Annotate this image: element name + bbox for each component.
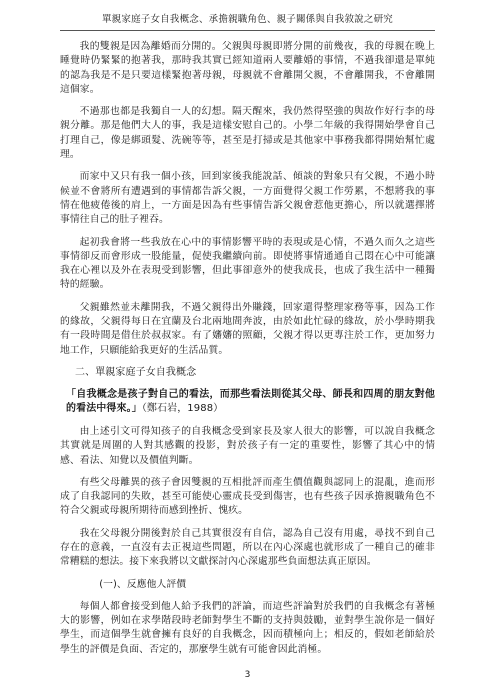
page-content (60, 40, 435, 665)
running-header: 單親家庭子女自我概念、承擔親職角色、親子關係與自我敘說之研究 (60, 14, 435, 31)
sub-heading: (一)、反應他人評價 (99, 578, 187, 590)
block-quote (60, 388, 435, 417)
body-paragraph: 不過那也都是我獨自一人的幻想。隔天醒來，我仍然得堅強的與故作好行李的母親分離。那是他們大人的事，我是這樣安慰自己的。小學二年級的我得開始學會自己打理自己，像是綁頭髮、洗碗等等，甚至是打掃或是其他家中事務我都得開始幫忙處理。 (60, 106, 435, 161)
body-paragraph: 父親雖然並未離開我，不過父親得出外賺錢，回家還得整理家務等事，因為工作的緣故，父親得每日在宜蘭及台北兩地間奔波，由於如此忙碌的緣故，於小學時期我有一段時間是借住於叔叔家。有了嬸嬸的照顧，父親才得以更專注於工作，更加努力地工作，只願能給我更好的生活品質。 (60, 301, 435, 356)
body-paragraph: 每個人都會接受到他人給予我們的評論，而這些評論對於我們的自我概念有著極大的影響，例如在求學階段時老師對學生不斷的支持與鼓勵，並對學生說你是一個好學生，而這個學生就會擁有良好的自我概念，因而積極向上；相反的，假如老師給於學生的評價是負面、否定的，那麼學生就有可能會因此消極。 (60, 600, 435, 655)
body-paragraph: 我在父母親分開後對於自己其實很沒有自信，認為自己沒有用處，尋找不到自己存在的意義，一直沒有去正視這些問題，所以在內心深處也就形成了一種自己的確非常糟糕的想法。接下來我將以文獻探討內心深處那些負面想法真正原因。 (60, 527, 435, 568)
quote-text: 「自我概念是孩子對自己的看法，而那些看法則從其父母、師長和四周的朋友對他的看法中得來。」 (66, 388, 435, 415)
body-paragraph: 由上述引文可得知孩子的自我概念受到家長及家人很大的影響，可以說自我概念其實就是周圍的人對其感觀的投影，對於孩子有一定的重要性，影響了其心中的情感、看法、知覺以及價值判斷。 (60, 425, 435, 466)
body-paragraph: 而家中又只有我一個小孩，回到家後我能說話、傾談的對象只有父親，不過小時候並不會將所有遭遇到的事情都告訴父親，一方面覺得父親工作勞累，不想將我的事情在他疲倦後的肩上，一方面是因為有些事情告訴父親會惹他更擔心，所以就選擇將事情往自己的肚子裡吞。 (60, 171, 435, 226)
quote-citation: （鄭石岩，1988） (141, 403, 224, 415)
body-paragraph: 起初我會將一些我放在心中的事情影響平時的表現或是心情，不過久而久之這些事情卻反而會形成一股能量，促使我繼續向前。即使將事情通通自己悶在心中可能讓我在心裡以及外在表現受到影響，但此事卻意外的使我成長，也成了我生活中一種獨特的經驗。 (60, 236, 435, 291)
body-paragraph: 有些父母離異的孩子會因雙親的互相批評而產生價值觀與認同上的混亂，進而形成了自我認同的失敗，甚至可能使心靈成長受到傷害，也有些孩子因承擔親職角色不符合父親或母親所期待而感到挫折、愧疚。 (60, 476, 435, 517)
section-heading: 二、單親家庭子女自我概念 (75, 366, 197, 378)
body-paragraph: 我的雙親是因為離婚而分開的。父親與母親即將分開的前幾夜，我的母親在晚上睡覺時仍緊緊的抱著我，那時我其實已經知道兩人要離婚的事情，不過我卻還是單純的認為我是不是只要這樣緊抱著母親，母親就不會離開父親，不會離開我，不會離開這個家。 (60, 41, 435, 95)
page-number: 3 (244, 670, 251, 680)
